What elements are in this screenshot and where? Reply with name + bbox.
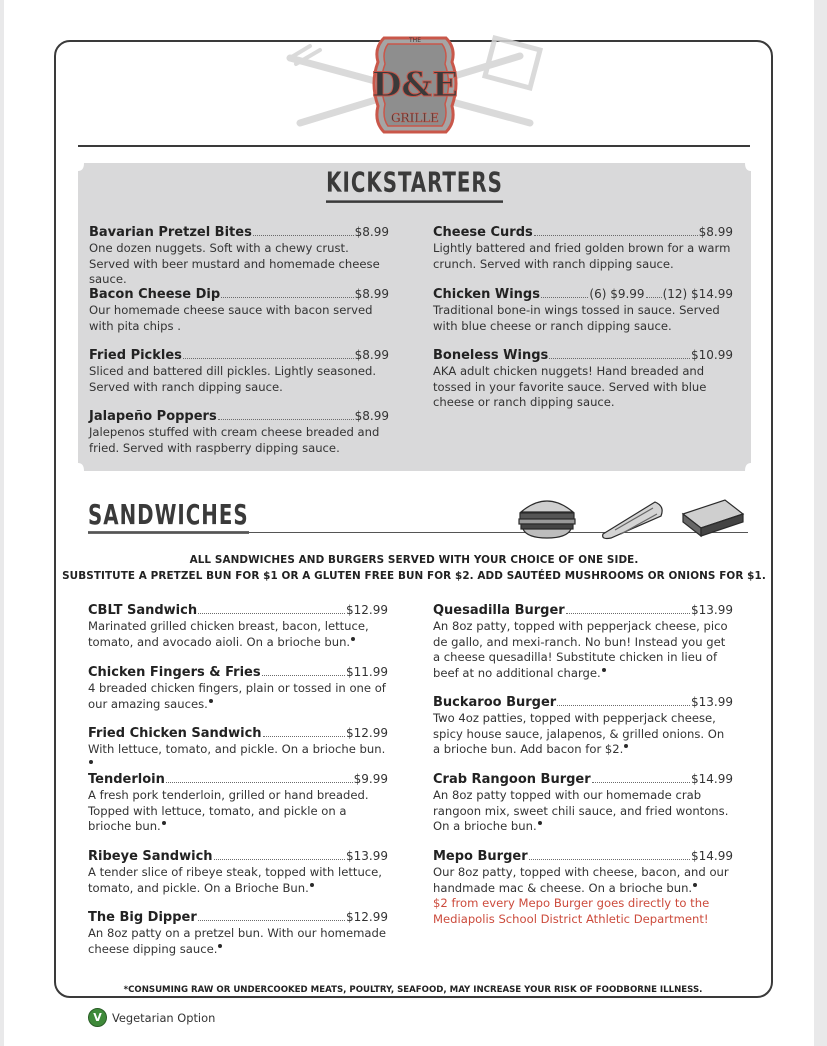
item-name: Boneless Wings <box>433 348 549 363</box>
item-description: Sliced and battered dill pickles. Lightly seasoned. Served with ranch dipping sauce. <box>89 364 377 394</box>
item-description: Our homemade cheese sauce with bacon served with pita chips . <box>89 303 373 333</box>
vegetarian-icon: V <box>88 1008 107 1027</box>
item-price: $8.99 <box>354 409 389 423</box>
menu-item <box>433 602 733 681</box>
item-description: An 8oz patty, topped with pepperjack cheese, pico de gallo, and mexi-ranch. No bun! Instead you get a cheese quesadilla! Substitute chicken in lieu of beef at no additional charge. <box>433 619 728 680</box>
item-description: Two 4oz patties, topped with pepperjack cheese, spicy house sauce, jalapenos, & grilled onions. On a brioche bun. Add bacon for $2. <box>433 711 725 756</box>
item-price: $12.99 <box>346 910 388 924</box>
item-price: $13.99 <box>691 695 733 709</box>
item-price: $8.99 <box>698 225 733 239</box>
grille-logo <box>280 28 550 140</box>
item-description: A fresh pork tenderloin, grilled or hand breaded. Topped with lettuce, tomato, and pickle on a brioche bun. <box>88 788 369 833</box>
item-description: Jalepenos stuffed with cream cheese breaded and fried. Served with raspberry dipping sauce. <box>89 425 380 455</box>
item-name: Bavarian Pretzel Bites <box>89 225 252 240</box>
wrap-icon <box>603 502 662 539</box>
item-description: AKA adult chicken nuggets! Hand breaded and tossed in your favorite sauce. Served with blue cheese or ranch dipping sauce. <box>433 364 707 409</box>
menu-item <box>88 602 388 650</box>
menu-item <box>88 725 388 773</box>
burger-icon <box>519 501 575 538</box>
menu-item <box>433 848 733 927</box>
item-price: $14.99 <box>691 849 733 863</box>
item-name: Quesadilla Burger <box>433 603 565 618</box>
item-name: Chicken Fingers & Fries <box>88 665 261 680</box>
item-description: Marinated grilled chicken breast, bacon, lettuce, tomato, and avocado aioli. On a brioche bun. <box>88 619 369 649</box>
item-price: $10.99 <box>691 348 733 362</box>
substitution-note: SUBSTITUTE A PRETZEL BUN FOR $1 OR A GLUTEN FREE BUN FOR $2. ADD SAUTÉED MUSHROOMS OR ONIONS FOR $1. <box>62 570 766 582</box>
vegetarian-label: Vegetarian Option <box>112 1010 216 1025</box>
menu-item <box>88 909 388 957</box>
item-name: Mepo Burger <box>433 849 528 864</box>
item-price: $12.99 <box>346 726 388 740</box>
item-price: $9.99 <box>353 772 388 786</box>
item-price: $13.99 <box>691 603 733 617</box>
item-name: Jalapeño Poppers <box>89 409 217 424</box>
item-description: Lightly battered and fried golden brown for a warm crunch. Served with ranch dipping sauce. <box>433 241 731 271</box>
vegetarian-legend <box>88 1008 215 1027</box>
kickstarters-title: KICKSTARTERS <box>78 168 751 199</box>
item-name: The Big Dipper <box>88 910 197 925</box>
item-description: Our 8oz patty, topped with cheese, bacon, and our handmade mac & cheese. On a brioche bun. <box>433 865 729 895</box>
charity-note: $2 from every Mepo Burger goes directly to the Mediapolis School District Athletic Department! <box>433 896 710 926</box>
item-name: Bacon Cheese Dip <box>89 287 221 302</box>
item-price: (6) $9.99 <box>589 287 645 301</box>
item-price: $11.99 <box>346 665 388 679</box>
sides-note: ALL SANDWICHES AND BURGERS SERVED WITH YOUR CHOICE OF ONE SIDE. <box>189 554 639 566</box>
item-price: $8.99 <box>354 348 389 362</box>
menu-item <box>433 771 733 835</box>
header-divider <box>78 145 750 147</box>
menu-item <box>433 694 733 758</box>
food-safety-disclaimer: *CONSUMING RAW OR UNDERCOOKED MEATS, POULTRY, SEAFOOD, MAY INCREASE YOUR RISK OF FOODBORNE ILLNESS. <box>123 985 703 995</box>
item-name: Ribeye Sandwich <box>88 849 213 864</box>
logo-grille-text: GRILLE <box>390 111 440 125</box>
item-description: An 8oz patty topped with our homemade crab rangoon mix, sweet chili sauce, and fried wontons. On a brioche bun. <box>433 788 729 833</box>
item-name: Cheese Curds <box>433 225 533 240</box>
item-price: $13.99 <box>346 849 388 863</box>
sandwiches-title: SANDWICHES <box>88 500 249 531</box>
item-name: Fried Pickles <box>89 348 182 363</box>
logo-the-text: THE <box>409 37 421 44</box>
item-name: Fried Chicken Sandwich <box>88 726 262 741</box>
item-price: $8.99 <box>354 287 389 301</box>
item-name: Crab Rangoon Burger <box>433 772 591 787</box>
item-price: $14.99 <box>691 772 733 786</box>
item-price-large: (12) $14.99 <box>662 287 733 301</box>
item-price: $12.99 <box>346 603 388 617</box>
item-name: Chicken Wings <box>433 287 540 302</box>
item-description: An 8oz patty on a pretzel bun. With our homemade cheese dipping sauce. <box>88 926 386 956</box>
item-description: 4 breaded chicken fingers, plain or tossed in one of our amazing sauces. <box>88 681 386 711</box>
item-description: Traditional bone-in wings tossed in sauce. Served with blue cheese or ranch dipping sauce. <box>433 303 720 333</box>
item-description: A tender slice of ribeye steak, topped with lettuce, tomato, and pickle. On a Brioche Bun. <box>88 865 382 895</box>
sandwich-icon <box>683 500 743 536</box>
item-price: $8.99 <box>354 225 389 239</box>
item-name: Tenderloin <box>88 772 165 787</box>
menu-item <box>88 848 388 896</box>
menu-item <box>88 664 388 712</box>
item-name: Buckaroo Burger <box>433 695 557 710</box>
sandwich-illustrations <box>515 492 745 540</box>
item-description: One dozen nuggets. Soft with a chewy crust. Served with beer mustard and homemade cheese sauce. <box>89 241 380 286</box>
logo-main-text: D&E <box>371 65 459 105</box>
menu-item <box>88 771 388 835</box>
item-name: CBLT Sandwich <box>88 603 198 618</box>
item-description: With lettuce, tomato, and pickle. On a brioche bun. <box>88 742 386 756</box>
